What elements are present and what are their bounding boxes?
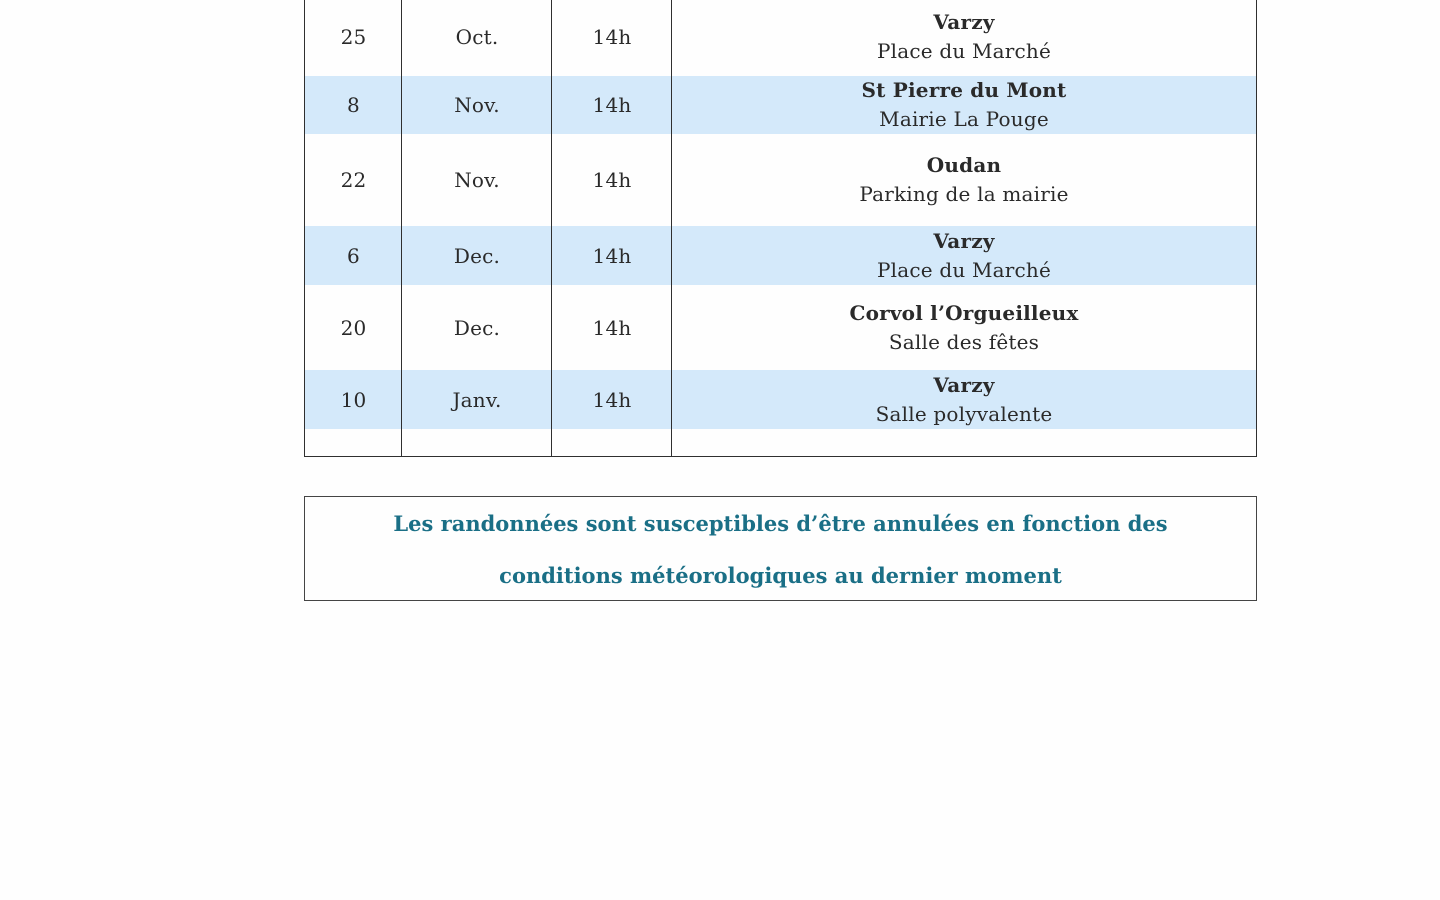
notice-text-line-1: Les randonnées sont susceptibles d’être annulées en fonction des (393, 511, 1168, 536)
month-cell: Dec. (453, 243, 501, 268)
table-row (305, 285, 1256, 370)
day-cell: 25 (340, 24, 367, 49)
place-name: Corvol l’Orgueilleux (849, 300, 1079, 325)
table-row (305, 226, 1256, 285)
place-cell (672, 0, 1256, 75)
place-name: St Pierre du Mont (861, 78, 1067, 102)
place-cell (672, 76, 1256, 134)
time-cell: 14h (592, 387, 632, 412)
place-cell (672, 370, 1256, 429)
place-name: Varzy (933, 228, 995, 253)
time-cell: 14h (592, 315, 632, 340)
day-cell: 6 (347, 243, 360, 268)
place-name: Varzy (933, 9, 995, 34)
day-cell: 22 (340, 168, 367, 192)
column-divider (551, 0, 552, 456)
table-row (305, 76, 1256, 134)
month-cell: Janv. (452, 387, 502, 412)
place-cell (672, 285, 1256, 370)
month-cell: Nov. (454, 168, 500, 192)
time-cell: 14h (592, 93, 632, 117)
column-divider (671, 0, 672, 456)
meeting-point: Parking de la mairie (859, 182, 1069, 206)
time-cell: 14h (592, 243, 632, 268)
meeting-point: Salle des fêtes (888, 329, 1040, 354)
month-cell: Dec. (453, 315, 501, 340)
place-cell (672, 134, 1256, 226)
meeting-point: Place du Marché (876, 257, 1052, 282)
place-name: Varzy (933, 372, 995, 397)
day-cell: 20 (340, 315, 367, 340)
meeting-point: Place du Marché (876, 38, 1052, 63)
place-cell (672, 226, 1256, 285)
month-cell: Oct. (455, 24, 499, 49)
meeting-point: Mairie La Pouge (879, 107, 1049, 131)
table-row (305, 370, 1256, 429)
table-row (305, 0, 1256, 75)
month-cell: Nov. (454, 93, 500, 117)
time-cell: 14h (592, 24, 632, 49)
weather-notice-box (304, 496, 1257, 601)
day-cell: 10 (340, 387, 367, 412)
day-cell: 8 (347, 93, 360, 117)
hike-schedule-table (304, 0, 1257, 457)
notice-text-line-2: conditions météorologiques au dernier moment (499, 563, 1062, 588)
time-cell: 14h (592, 168, 632, 192)
place-name: Oudan (926, 153, 1002, 177)
column-divider (401, 0, 402, 456)
meeting-point: Salle polyvalente (875, 401, 1053, 426)
table-row (305, 134, 1256, 226)
